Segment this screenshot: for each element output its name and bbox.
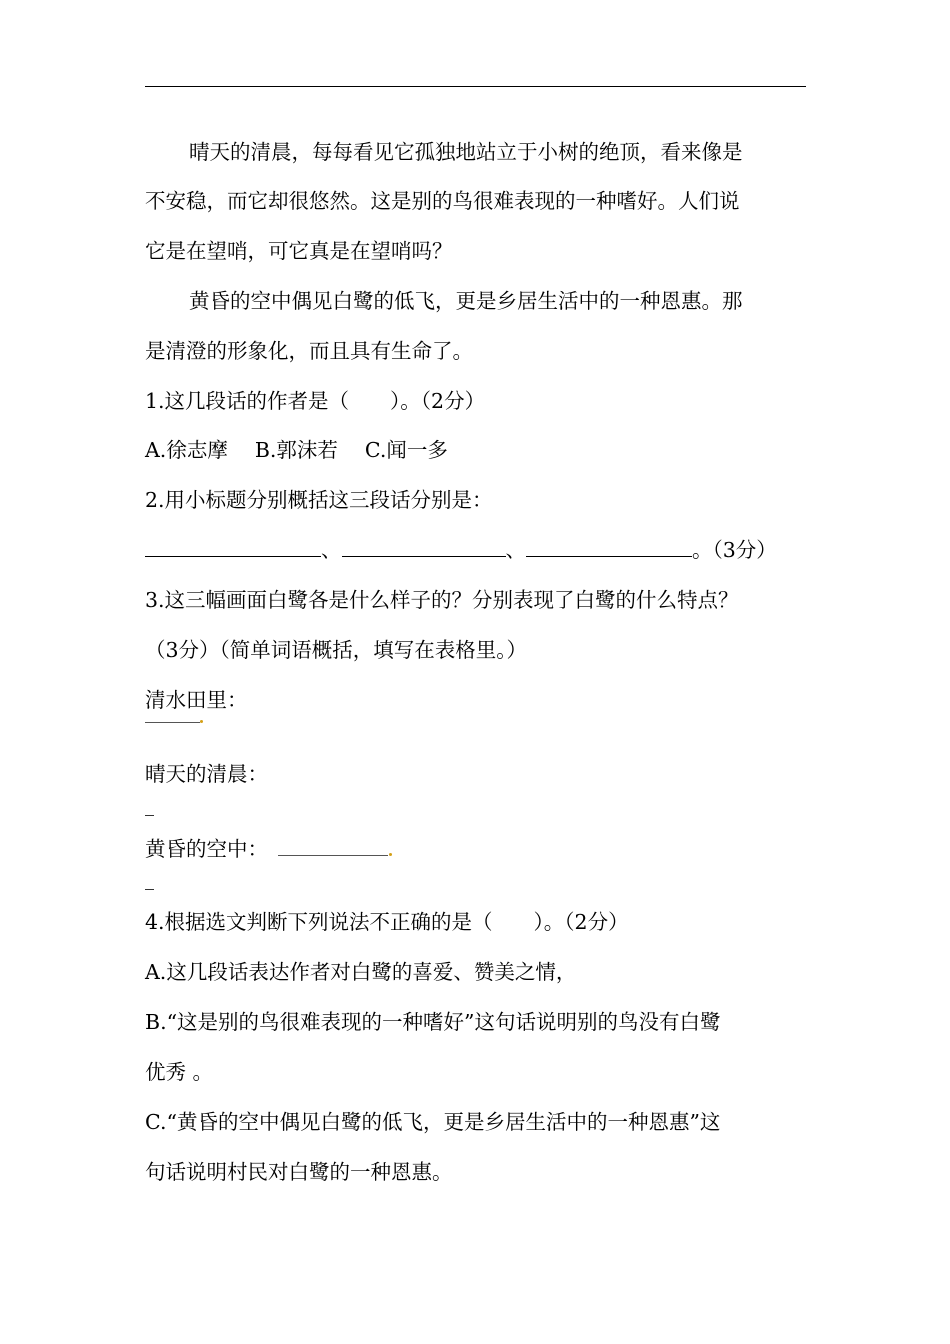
- option-c-cont: 句话说明村民对白鹭的一种恩惠。: [145, 1160, 453, 1184]
- answer-blank[interactable]: [342, 536, 506, 557]
- separator: 、: [321, 538, 342, 562]
- answer-blank[interactable]: [526, 536, 692, 557]
- answer-blank[interactable]: [145, 722, 200, 723]
- passage-line: 黄昏的空中偶见白鹭的低飞，更是乡居生活中的一种恩惠。那: [189, 289, 743, 313]
- item-label: 晴天的清晨：: [145, 762, 268, 786]
- item-label: 清水田里：: [145, 688, 248, 712]
- passage-line: 是清澄的形象化，而且具有生命了。: [145, 339, 473, 363]
- question-3: 3.这三幅画面白鹭各是什么样子的？分别表现了白鹭的什么特点？: [145, 588, 739, 612]
- header-rule: [145, 86, 806, 87]
- passage-line: 它是在望哨，可它真是在望哨吗？: [145, 239, 453, 263]
- answer-blank[interactable]: [278, 855, 388, 856]
- answer-blank[interactable]: [145, 815, 154, 816]
- question-4: 4.根据选文判断下列说法不正确的是（ ）。（2分）: [145, 910, 629, 934]
- question-1-options: A.徐志摩 B.郭沫若 C.闻一多: [145, 438, 448, 462]
- question-2: 2.用小标题分别概括这三段话分别是：: [145, 488, 493, 512]
- option-a: A.这几段话表达作者对白鹭的喜爱、赞美之情，: [145, 960, 577, 984]
- score-note: 。（3分）: [692, 538, 777, 562]
- answer-blank[interactable]: [145, 536, 321, 557]
- mark-dot: [200, 720, 203, 723]
- question-1: 1.这几段话的作者是（ ）。（2分）: [145, 389, 486, 413]
- passage-line: 不安稳，而它却很悠然。这是别的鸟很难表现的一种嗜好。人们说: [145, 189, 740, 213]
- option-b: B.“这是别的鸟很难表现的一种嗜好”这句话说明别的鸟没有白鹭: [145, 1010, 721, 1034]
- passage-line: 晴天的清晨，每每看见它孤独地站立于小树的绝顶，看来像是: [189, 140, 743, 164]
- answer-blank[interactable]: [145, 889, 154, 890]
- question-2-answer-line: [145, 535, 810, 565]
- question-3-note: （3分）（简单词语概括，填写在表格里。）: [145, 638, 528, 662]
- separator: 、: [505, 538, 526, 562]
- item-label: 黄昏的空中：: [145, 837, 268, 861]
- option-c: C.“黄昏的空中偶见白鹭的低飞，更是乡居生活中的一种恩惠”这: [145, 1110, 721, 1134]
- option-b-cont: 优秀 。: [145, 1060, 214, 1084]
- mark-dot: [389, 853, 392, 856]
